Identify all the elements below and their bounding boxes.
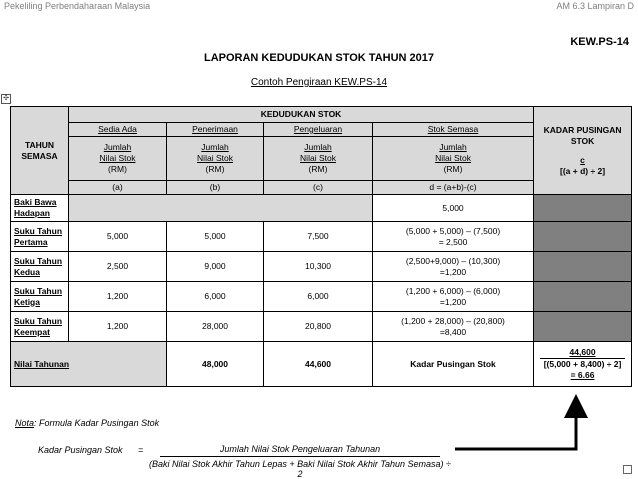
calc-result: =1,200	[439, 266, 467, 277]
jumlah-label: Jumlah	[304, 142, 332, 152]
report-subtitle: Contoh Pengiraan KEW.PS-14	[250, 77, 388, 88]
empty-dark-cell	[534, 222, 632, 252]
turnover-rate-title: KADAR PUSINGAN STOK	[543, 124, 622, 146]
formula-equals: =	[138, 445, 144, 455]
cell-penerimaan: 6,000	[167, 282, 264, 312]
empty-dark-cell	[534, 195, 632, 222]
formula-left: Kadar Pusingan Stok	[38, 445, 123, 455]
cell-sedia-ada: 1,200	[69, 312, 167, 342]
formula-numerator: Jumlah Nilai Stok Pengeluaran Tahunan	[219, 444, 381, 454]
calc-line: (2,500+9,000) – (10,300)	[405, 255, 501, 266]
year-column-header: TAHUN SEMASA	[11, 107, 69, 195]
calc-line: (1,200 + 6,000) – (6,000)	[405, 285, 501, 296]
cell-pengeluaran: 7,500	[264, 222, 373, 252]
cell-stok-semasa	[373, 222, 534, 252]
rm-label: (RM)	[108, 164, 127, 174]
rm-label: (RM)	[205, 164, 225, 174]
table-move-handle-icon[interactable]: ✣	[1, 94, 11, 104]
formula-fraction-bar	[160, 456, 440, 457]
turnover-formula-denominator: [(a + d) ÷ 2]	[560, 165, 606, 176]
value-header-c	[264, 137, 373, 181]
total-row	[11, 342, 632, 387]
empty-dark-cell	[534, 252, 632, 282]
result-value: = 6.66	[570, 370, 595, 380]
note-label: Nota	[15, 418, 35, 428]
total-penerimaan: 48,000	[167, 342, 264, 387]
group-header-penerimaan: Penerimaan	[167, 123, 264, 137]
row-label: Suku Tahun Kedua	[11, 252, 69, 282]
cell-pengeluaran: 10,300	[264, 252, 373, 282]
note-text: : Formula Kadar Pusingan Stok	[34, 418, 160, 428]
resize-corner-icon[interactable]	[623, 465, 632, 474]
table-row	[11, 312, 632, 342]
cell-sedia-ada: 5,000	[69, 222, 167, 252]
empty-dark-cell	[534, 282, 632, 312]
report-title: LAPORAN KEDUDUKAN STOK TAHUN 2017	[203, 52, 434, 64]
value-header-a	[69, 137, 167, 181]
code-d: d = (a+b)-(c)	[373, 181, 534, 195]
nilai-stok-label: Nilai Stok	[300, 153, 336, 163]
row-label: Suku Tahun Keempat	[11, 312, 69, 342]
form-code: KEW.PS-14	[570, 36, 629, 48]
turnover-formula-numerator: c	[580, 154, 585, 165]
empty-dark-cell	[534, 312, 632, 342]
rm-label: (RM)	[308, 164, 328, 174]
empty-gray-cell	[69, 195, 373, 222]
stock-position-table	[10, 106, 632, 387]
header-left-text: Pekeliling Perbendaharaan Malaysia	[4, 1, 151, 11]
nilai-stok-label: Nilai Stok	[197, 153, 233, 163]
cell-sedia-ada: 1,200	[69, 282, 167, 312]
table-row	[11, 195, 632, 222]
cell-penerimaan: 5,000	[167, 222, 264, 252]
cell-stok-semasa	[373, 282, 534, 312]
code-a: (a)	[69, 181, 167, 195]
calc-line: (5,000 + 5,000) – (7,500)	[405, 225, 501, 236]
cell-stok-semasa: 5,000	[373, 195, 534, 222]
result-denominator: [(5,000 + 8,400) ÷ 2]	[540, 358, 625, 370]
calc-result: = 2,500	[438, 236, 468, 247]
turnover-rate-label: Kadar Pusingan Stok	[373, 342, 534, 387]
calc-result: =8,400	[439, 326, 467, 337]
calc-line: (1,200 + 28,000) – (20,800)	[401, 315, 505, 326]
formula-denominator: (Baki Nilai Stok Akhir Tahun Lepas + Baki Nilai Stok Akhir Tahun Semasa) ÷ 2	[148, 459, 451, 479]
jumlah-label: Jumlah	[103, 142, 132, 152]
stock-position-header: KEDUDUKAN STOK	[69, 107, 534, 123]
total-label: Nilai Tahunan	[11, 342, 167, 387]
value-header-d	[373, 137, 534, 181]
jumlah-label: Jumlah	[439, 142, 467, 152]
code-c: (c)	[264, 181, 373, 195]
group-header-pengeluaran: Pengeluaran	[264, 123, 373, 137]
result-numerator: 44,600	[569, 347, 596, 357]
cell-penerimaan: 9,000	[167, 252, 264, 282]
nilai-stok-label: Nilai Stok	[99, 153, 136, 163]
note-line	[15, 418, 159, 428]
total-pengeluaran: 44,600	[264, 342, 373, 387]
value-header-b	[167, 137, 264, 181]
row-label: Suku Tahun Ketiga	[11, 282, 69, 312]
cell-pengeluaran: 6,000	[264, 282, 373, 312]
cell-pengeluaran: 20,800	[264, 312, 373, 342]
cell-penerimaan: 28,000	[167, 312, 264, 342]
row-label: Suku Tahun Pertama	[11, 222, 69, 252]
turnover-rate-result	[534, 342, 632, 387]
group-header-stok-semasa: Stok Semasa	[373, 123, 534, 137]
table-row	[11, 252, 632, 282]
turnover-rate-header	[534, 107, 632, 195]
cell-sedia-ada: 2,500	[69, 252, 167, 282]
group-header-sedia-ada: Sedia Ada	[69, 123, 167, 137]
cell-stok-semasa	[373, 252, 534, 282]
calc-result: =1,200	[439, 296, 467, 307]
code-b: (b)	[167, 181, 264, 195]
table-row	[11, 222, 632, 252]
nilai-stok-label: Nilai Stok	[435, 153, 471, 163]
header-right-text: AM 6.3 Lampiran D	[556, 1, 634, 11]
cell-stok-semasa	[373, 312, 534, 342]
row-label: Baki Bawa Hadapan	[11, 195, 69, 222]
table-row	[11, 282, 632, 312]
rm-label: (RM)	[443, 164, 463, 174]
jumlah-label: Jumlah	[201, 142, 229, 152]
